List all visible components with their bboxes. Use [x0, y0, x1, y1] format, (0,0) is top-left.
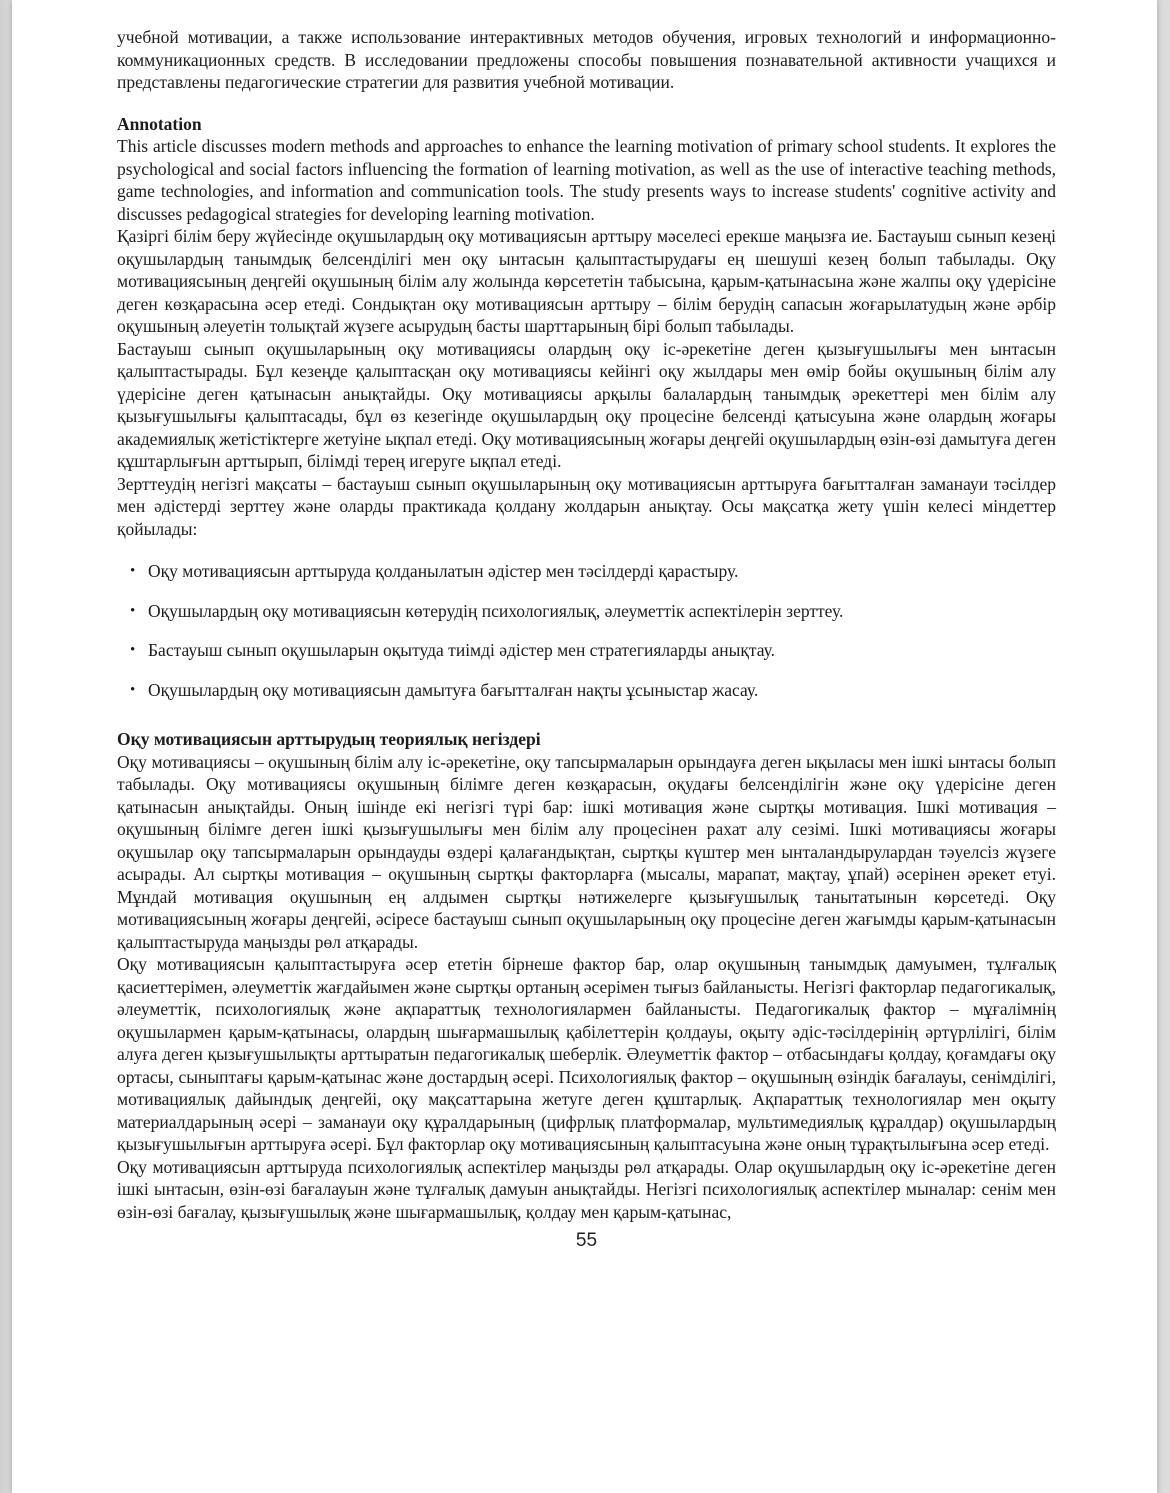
annotation-heading: Annotation [117, 113, 202, 134]
paragraph-motivation-types: Оқу мотивациясы – оқушының білім алу іс-әрекетіне, оқу тапсырмаларын орындауға деген ықыласы мен ішкі ынтасы болып табылады. Оқу мотивациясы оқушының білімге деген көзқарасын, оқудағы белсенділігін және оқу үдерісіне деген қатынасын анықтайды. Оның ішінде екі негізгі түрі бар: ішкі мотивация және сыртқы мотивация. Ішкі мотивация – оқушының білімге деген ішкі қызығушылығы мен білім алу процесінен рахат алу сезімі. Ішкі мотивациясы жоғары оқушылар оқу тапсырмаларын орындауды өздері қалағандықтан, сыртқы күштер мен ынталандырулардан тәуелсіз жүзеге асырады. Ал сыртқы мотивация – оқушының сыртқы факторларға (мысалы, марапат, мақтау, ұпай) әсерінен әрекет етуі. Мұндай мотивация оқушының ең алдымен сыртқы нәтижелерге қызығушылық танытатынын көрсетеді. Оқу мотивациясының жоғары деңгейі, әсіресе бастауыш сынып оқушыларының оқу процесіне деген жағымды қарым-қатынасын қалыптастыруда маңызды рөл атқарады. [117, 751, 1056, 952]
bullet-icon: • [130, 563, 136, 579]
paragraph-motivation-formation: Бастауыш сынып оқушыларының оқу мотивациясы олардың оқу іс-әрекетіне деген қызығушылығы мен ынтасын қалыптастырады. Бұл кезеңде қалыптасқан оқу мотивациясы кейінгі оқу жылдары мен өмір бойы оқушының білім алу үдерісіне деген қатынасын анықтайды. Оқу мотивациясы арқылы балалардың танымдық әрекеттері мен білім алу қызығушылығы қалыптасады, бұл өз кезегінде оқушылардың оқу процесіне белсенді қатысуына және олардың жоғары академиялық жетістіктерге жетуіне ықпал етеді. Оқу мотивациясының жоғары деңгейі оқушылардың өзін-өзі дамытуға деген құштарлығын арттырып, білімді терең игеруге ықпал етеді. [117, 338, 1056, 471]
objective-text: Оқу мотивациясын арттыруда қолданылатын әдістер мен тәсілдерді қарастыру. [148, 561, 739, 581]
section-heading-theory: Оқу мотивациясын арттырудың теориялық негіздері [117, 729, 541, 749]
paragraph-intro-kazakh: Қазіргі білім беру жүйесінде оқушылардың оқу мотивациясын арттыру мәселесі ерекше маңызға ие. Бастауыш сынып кезеңі оқушылардың танымдық белсенділігі мен оқу ынтасын қалыптастырудағы ең шешуші кезең болып табылады. Оқу мотивациясының деңгейі оқушының білім алу жолында көрсететін табысына, қарым-қатынасына және жалпы оқу үдерісіне деген көзқарасына әсер етеді. Сондықтан оқу мотивациясын арттыру – білім берудің сапасын жоғарылатудың және әрбір оқушының әлеуетін толықтай жүзеге асырудың басты шарттарының бірі болып табылады. [117, 226, 1056, 336]
bullet-icon: • [130, 602, 136, 619]
objectives-list [117, 560, 1056, 701]
bullet-icon: • [130, 642, 136, 658]
bullet-icon: • [130, 681, 136, 698]
paragraph-annotation-english: This article discusses modern methods and approaches to enhance the learning motivation of primary school students. It explores the psychological and social factors influencing the formation of learning motivation, as well as the use of interactive teaching methods, game technologies, and information and communication tools. The study presents ways to increase students' cognitive activity and discusses pedagogical strategies for developing learning motivation. [117, 136, 1056, 224]
objective-item [117, 639, 1056, 662]
page-number: 55 [575, 1230, 598, 1251]
objective-text: Оқушылардың оқу мотивациясын көтерудің психологиялық, әлеуметтік аспектілерін зерттеу. [148, 600, 844, 621]
document-page [12, 0, 1157, 1493]
objective-text: Оқушылардың оқу мотивациясын дамытуға бағытталған нақты ұсыныстар жасау. [148, 679, 759, 700]
objective-item [117, 679, 1056, 702]
paragraph-psychological-aspects: Оқу мотивациясын арттыруда психологиялық аспектілер маңызды рөл атқарады. Олар оқушылардың оқу іс-әрекетіне деген ішкі ынтасын, өзін-өзі бағалауын және тұлғалық дамуын анықтайды. Негізгі психологиялық аспектілер мыналар: сенім мен өзін-өзі бағалау, қызығушылық және шығармашылық, қолдау мен қарым-қатынас, [117, 1156, 1056, 1222]
objective-item [117, 600, 1056, 623]
paragraph-research-aim: Зерттеудің негізгі мақсаты – бастауыш сынып оқушыларының оқу мотивациясын арттыруға бағытталған заманауи тәсілдер мен әдістерді зерттеу және оларды практикада қолдану жолдарын анықтау. Осы мақсатқа жету үшін келесі міндеттер қойылады: [117, 473, 1056, 539]
paragraph-motivation-factors: Оқу мотивациясын қалыптастыруға әсер ететін бірнеше фактор бар, олар оқушының танымдық дамуымен, тұлғалық қасиеттерімен, әлеуметтік жағдайымен және сыртқы ортаның әсерімен тығыз байланысты. Негізгі факторлар педагогикалық, әлеуметтік, психологиялық және ақпараттық технологиялармен байланысты. Педагогикалық фактор – мұғалімнің оқушылармен қарым-қатынасы, олардың шығармашылық қабілеттерін қолдауы, оқыту әдіс-тәсілдерінің әртүрлілігі, білім алуға деген қызығушылықты арттыратын педагогикалық шеберлік. Әлеуметтік фактор – отбасындағы қолдау, қоғамдағы оқу ортасы, сыныптағы қарым-қатынас және достардың әсері. Психологиялық фактор – оқушының өзіндік бағалауы, сенімділігі, мотивациялық дайындық деңгейі, оқу мақсаттарына жетуге деген құштарлық. Ақпараттық технологиялар мен оқыту материалдарының әсері – заманауи оқу құралдарының (цифрлық платформалар, мультимедиялық құралдар) оқушылардың қызығушылығын арттыруға әсері. Бұл факторлар оқу мотивациясының қалыптасуына және оның тұрақтылығына әсер етеді. [117, 954, 1056, 1154]
paragraph-russian-abstract: учебной мотивации, а также использование интерактивных методов обучения, игровых технологий и информационно-коммуникационных средств. В исследовании предложены способы повышения познавательной активности учащихся и представлены педагогические стратегии для развития учебной мотивации. [117, 27, 1056, 92]
objective-text: Бастауыш сынып оқушыларын оқытуда тиімді әдістер мен стратегияларды анықтау. [148, 640, 775, 660]
objective-item [117, 560, 1056, 583]
